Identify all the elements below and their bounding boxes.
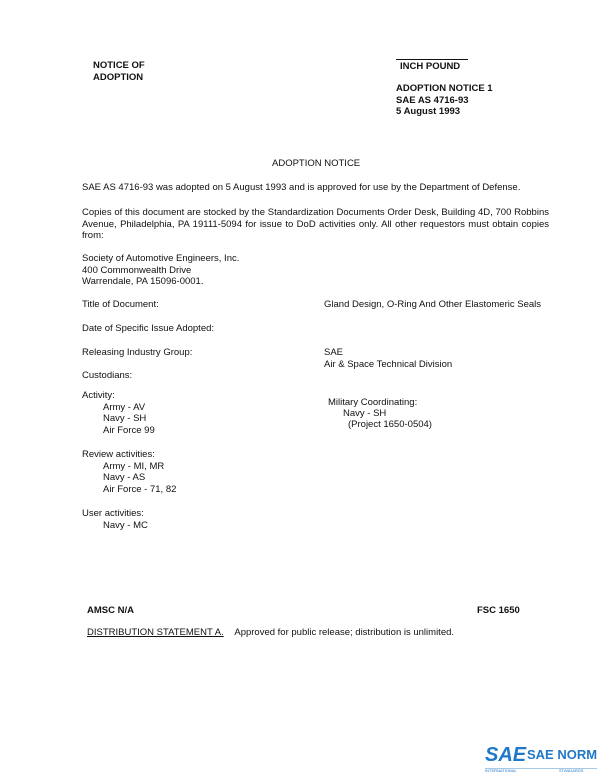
releasing-group-label: Releasing Industry Group: — [82, 347, 193, 358]
review-activity-item: Army - MI, MR — [103, 460, 165, 472]
user-activities-label: User activities: — [82, 508, 144, 519]
activity-item: Air Force 99 — [103, 424, 155, 436]
distribution-statement-label: DISTRIBUTION STATEMENT A. — [87, 627, 224, 638]
military-coordinating-project: (Project 1650-0504) — [348, 419, 432, 430]
distribution-statement — [87, 627, 454, 639]
activity-section — [82, 390, 155, 436]
activity-label: Activity: — [82, 390, 115, 401]
distribution-statement-text: Approved for public release; distribution is unlimited. — [234, 627, 455, 638]
logo-mark: SAE — [485, 744, 527, 766]
title-of-document-label: Title of Document: — [82, 299, 159, 310]
adoption-paragraph: SAE AS 4716-93 was adopted on 5 August 1993 and is approved for use by the Department of Defense. — [82, 182, 521, 193]
sae-norm-logo-graphic — [485, 741, 597, 773]
copies-paragraph: Copies of this document are stocked by the Standardization Documents Order Desk, Building 4D, 700 Robbins Avenue, Philadelphia, PA 19111-5094 for issue to DoD activities only. All other requestors must obtain copies from: — [82, 207, 549, 241]
logo-sub-right: STANDARDS — [559, 768, 584, 773]
inch-pound-rule — [396, 59, 468, 60]
review-activities-label: Review activities: — [82, 449, 155, 460]
page-title: ADOPTION NOTICE — [272, 158, 361, 169]
review-activity-item: Air Force - 71, 82 — [103, 483, 177, 495]
user-activity-item: Navy - MC — [103, 519, 148, 531]
title-of-document-value: Gland Design, O-Ring And Other Elastomeric Seals — [324, 299, 542, 310]
notice-identifier: ADOPTION NOTICE 1 SAE AS 4716-93 5 August 1993 — [396, 83, 493, 117]
activity-item: Army - AV — [103, 401, 146, 413]
inch-pound-label: INCH POUND — [400, 61, 461, 72]
logo-sub-left: INTERNATIONAL — [485, 768, 517, 773]
military-coordinating-activity: Navy - SH — [343, 408, 387, 419]
amsc-label: AMSC N/A — [87, 605, 134, 616]
user-activities-section — [82, 508, 148, 531]
activity-item: Navy - SH — [103, 413, 147, 424]
review-activity-item: Navy - AS — [103, 472, 146, 483]
logo-name: SAE NORM — [527, 747, 597, 762]
sae-norm-logo — [485, 741, 597, 773]
date-adopted-label: Date of Specific Issue Adopted: — [82, 323, 215, 334]
fsc-label: FSC 1650 — [477, 605, 520, 616]
releasing-group-value: SAE Air & Space Technical Division — [324, 347, 453, 370]
custodians-label: Custodians: — [82, 370, 133, 381]
military-coordinating-label: Military Coordinating: — [328, 397, 418, 408]
notice-of-adoption-label: NOTICE OF ADOPTION — [93, 60, 145, 83]
review-activities-section — [82, 449, 176, 495]
sae-address: Society of Automotive Engineers, Inc. 400 Commonwealth Drive Warrendale, PA 15096-0001. — [82, 253, 240, 287]
